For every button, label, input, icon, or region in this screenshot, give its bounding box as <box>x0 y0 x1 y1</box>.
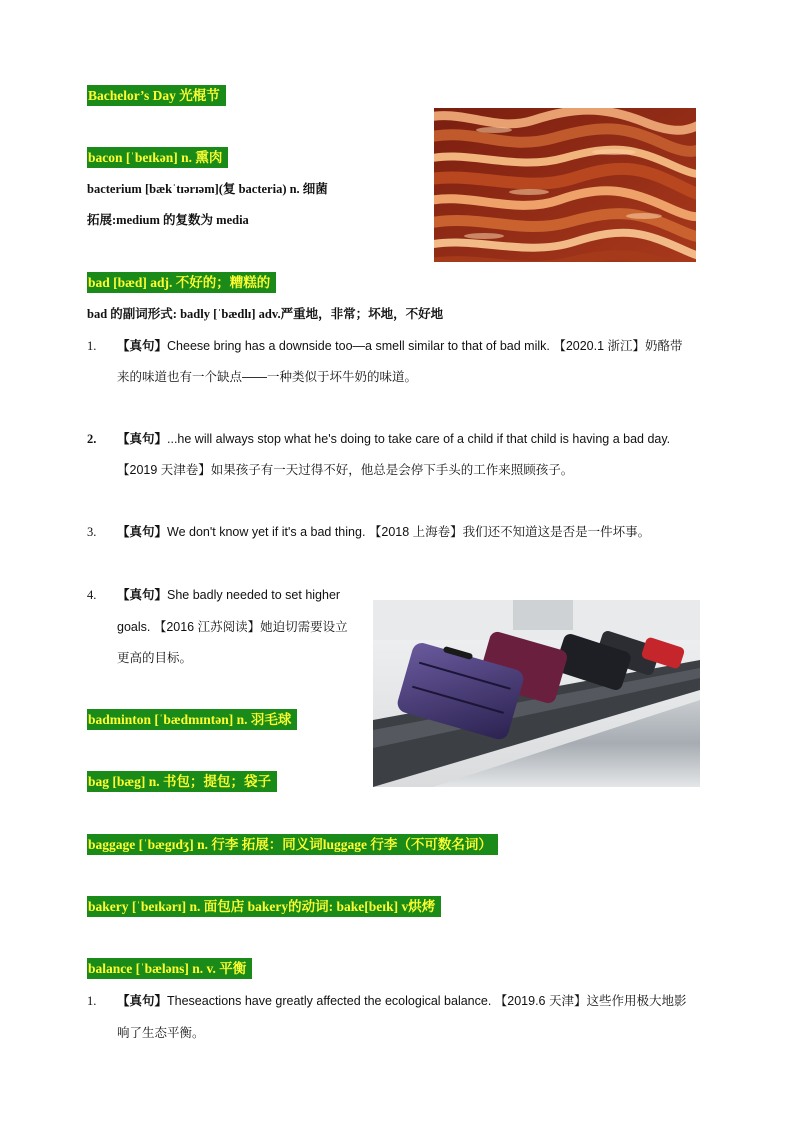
example-sentence <box>117 430 670 448</box>
example-tag: 【真句】 <box>117 524 168 539</box>
entry-bag: bag [bæg] n. 书包；提包；袋子 <box>87 771 277 792</box>
example-sentence <box>117 337 683 355</box>
example-continuation: 更高的目标。 <box>117 651 193 665</box>
example-number: 1. <box>87 994 97 1008</box>
example-text: Cheese bring has a downside too—a smell similar to that of bad milk. 【2020.1 浙江】奶酪带 <box>167 339 683 353</box>
example-number: 4. <box>87 588 97 602</box>
example-continuation: goals. 【2016 江苏阅读】她迫切需要设立 <box>117 620 348 634</box>
example-sentence <box>117 586 340 604</box>
entry-bad: bad [bæd] adj. 不好的；糟糕的 <box>87 272 276 293</box>
example-tag: 【真句】 <box>117 993 168 1008</box>
entry-bacterium: bacterium [bækˈtɪərɪəm](复 bacteria) n. 细菌 <box>87 182 328 196</box>
example-continuation: 【2019 天津卷】如果孩子有一天过得不好，他总是会停下手头的工作来照顾孩子。 <box>117 463 574 477</box>
example-number: 1. <box>87 339 97 353</box>
example-text: She badly needed to set higher <box>167 588 341 602</box>
entry-bachelors-day: Bachelor’s Day 光棍节 <box>87 85 226 106</box>
entry-baggage: baggage [ˈbægɪdʒ] n. 行李 拓展：同义词luggage 行李（不可数名词） <box>87 834 498 855</box>
entry-bad-adverb: bad 的副词形式: badly [ˈbædlɪ] adv.严重地，非常；坏地，不好地 <box>87 307 444 321</box>
example-continuation: 响了生态平衡。 <box>117 1026 205 1040</box>
example-number: 2. <box>87 432 97 446</box>
bacon-image <box>434 108 696 262</box>
entry-badminton: badminton [ˈbædmɪntən] n. 羽毛球 <box>87 709 297 730</box>
example-tag: 【真句】 <box>117 431 168 446</box>
example-sentence <box>117 992 686 1010</box>
luggage-image <box>373 600 700 787</box>
entry-bakery: bakery [ˈbeɪkərɪ] n. 面包店 bakery的动词: bake[beɪk] v烘烤 <box>87 896 441 917</box>
example-tag: 【真句】 <box>117 587 168 602</box>
example-text: We don't know yet if it's a bad thing. 【2018 上海卷】我们还不知道这是否是一件坏事。 <box>167 525 651 539</box>
example-number: 3. <box>87 525 97 539</box>
entry-bacterium-extension: 拓展:medium 的复数为 media <box>87 213 249 227</box>
entry-balance: balance [ˈbæləns] n. v. 平衡 <box>87 958 252 979</box>
example-text: ...he will always stop what he's doing to take care of a child if that child is having a bad day. <box>167 432 671 446</box>
example-sentence <box>117 523 650 541</box>
example-continuation: 来的味道也有一个缺点——一种类似于坏牛奶的味道。 <box>117 370 418 384</box>
example-tag: 【真句】 <box>117 338 168 353</box>
example-text: Theseactions have greatly affected the ecological balance. 【2019.6 天津】这些作用极大地影 <box>167 994 687 1008</box>
entry-bacon: bacon [ˈbeɪkən] n. 熏肉 <box>87 147 228 168</box>
